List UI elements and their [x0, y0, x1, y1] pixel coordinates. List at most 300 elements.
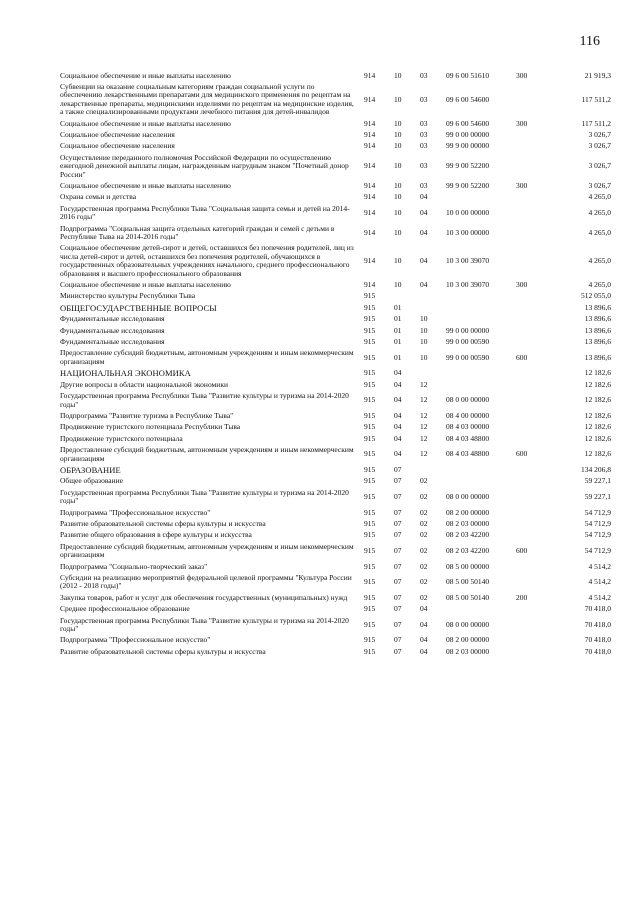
row-target-article-code: 08 2 03 42200 [446, 530, 490, 540]
row-target-article-code: 99 0 00 00590 [446, 352, 490, 362]
row-amount: 4 514,2 [588, 592, 611, 602]
row-section-code: 01 [394, 302, 402, 312]
table-row [60, 81, 611, 118]
row-subsection-code [420, 464, 446, 475]
row-name: Развитие образовательной системы сферы культуры и искусства [60, 518, 266, 528]
row-ved-code: 914 [364, 141, 376, 151]
table-row [60, 635, 611, 646]
row-amount: 4 514,2 [588, 561, 611, 571]
row-name: Предоставление субсидий бюджетным, автономным учреждениям и иным некоммерческим организациям [60, 445, 354, 463]
row-target-article-code [446, 464, 516, 475]
row-amount: 59 227,1 [584, 476, 611, 486]
row-ved-code: 915 [364, 518, 376, 528]
row-ved-code: 915 [364, 302, 376, 312]
row-expense-type-code [516, 379, 546, 390]
row-name: Подпрограмма "Социальная защита отдельных категорий граждан и семей с детьми в Республике Тыва на 2014-2016 годы" [60, 223, 335, 241]
table-row [60, 368, 611, 379]
row-name: Социальное обеспечение и иные выплаты населению [60, 180, 231, 190]
row-name: Подпрограмма "Развитие туризма в Республике Тыва" [60, 410, 234, 420]
row-amount: 13 896,6 [584, 337, 611, 347]
row-ved-code: 915 [364, 337, 376, 347]
row-name: ОБЩЕГОСУДАРСТВЕННЫЕ ВОПРОСЫ [60, 302, 217, 313]
row-target-article-code [446, 291, 516, 302]
row-target-article-code: 08 0 00 00000 [446, 491, 490, 501]
row-subsection-code: 02 [420, 561, 428, 571]
row-amount: 3 026,7 [588, 161, 611, 171]
row-target-article-code: 99 0 00 00000 [446, 129, 490, 139]
row-section-code: 10 [394, 118, 402, 128]
row-name: Социальное обеспечение и иные выплаты населению [60, 280, 231, 290]
row-expense-type-code [516, 646, 546, 657]
row-subsection-code: 02 [420, 592, 428, 602]
row-section-code: 01 [394, 352, 402, 362]
row-section-code: 07 [394, 604, 402, 614]
row-name: Фундаментальные исследования [60, 337, 165, 347]
row-target-article-code: 99 9 00 00000 [446, 141, 490, 151]
row-amount: 13 896,6 [584, 314, 611, 324]
row-expense-type-code: 600 [516, 545, 528, 555]
row-target-article-code: 08 2 00 00000 [446, 635, 490, 645]
row-expense-type-code [516, 81, 546, 118]
row-subsection-code [420, 291, 446, 302]
row-section-code [394, 291, 420, 302]
row-expense-type-code: 300 [516, 280, 528, 290]
table-row [60, 615, 611, 635]
row-section-code: 07 [394, 635, 402, 645]
row-amount: 4 265,0 [588, 280, 611, 290]
table-row [60, 243, 611, 280]
budget-table [60, 70, 611, 658]
row-name: Закупка товаров, работ и услуг для обеспечения государственных (муниципальных) нужд [60, 592, 348, 602]
row-subsection-code: 04 [420, 604, 428, 614]
row-name: Социальное обеспечение населения [60, 129, 175, 139]
row-amount: 12 182,6 [584, 410, 611, 420]
table-row [60, 646, 611, 657]
row-name: Продвижение туристского потенциала [60, 433, 183, 443]
row-section-code: 10 [394, 180, 402, 190]
table-row [60, 541, 611, 561]
row-name: Социальное обеспечение населения [60, 141, 175, 151]
row-ved-code: 915 [364, 433, 376, 443]
row-amount: 13 896,6 [584, 352, 611, 362]
row-subsection-code: 10 [420, 337, 428, 347]
row-amount: 12 182,6 [584, 368, 611, 378]
row-target-article-code: 09 6 00 54600 [446, 118, 490, 128]
row-section-code: 07 [394, 592, 402, 602]
row-ved-code: 915 [364, 545, 376, 555]
row-subsection-code: 02 [420, 545, 428, 555]
table-row [60, 422, 611, 433]
row-expense-type-code [516, 223, 546, 243]
row-amount: 134 206,8 [581, 464, 611, 474]
row-target-article-code: 08 2 00 00000 [446, 507, 490, 517]
row-name: Государственная программа Республики Тыва "Развитие культуры и туризма на 2014-2020 годы" [60, 615, 349, 634]
row-subsection-code: 03 [420, 70, 428, 80]
row-subsection-code: 03 [420, 180, 428, 190]
row-expense-type-code [516, 302, 546, 313]
row-section-code: 10 [394, 227, 402, 237]
row-expense-type-code [516, 615, 546, 635]
row-subsection-code: 02 [420, 476, 428, 486]
row-target-article-code: 99 9 00 52200 [446, 161, 490, 171]
row-amount: 54 712,9 [584, 545, 611, 555]
row-section-code: 07 [394, 619, 402, 629]
table-row [60, 302, 611, 313]
row-ved-code: 914 [364, 180, 376, 190]
row-ved-code: 915 [364, 604, 376, 614]
table-row [60, 464, 611, 475]
row-target-article-code: 08 4 03 00000 [446, 422, 490, 432]
row-amount: 13 896,6 [584, 325, 611, 335]
row-expense-type-code [516, 433, 546, 444]
row-amount: 117 511,2 [581, 118, 611, 128]
row-amount: 12 182,6 [584, 433, 611, 443]
row-subsection-code: 04 [420, 646, 428, 656]
row-subsection-code: 12 [420, 433, 428, 443]
table-row [60, 348, 611, 368]
row-ved-code: 915 [364, 368, 376, 378]
table-row [60, 518, 611, 529]
row-name: Министерство культуры Республики Тыва [60, 291, 196, 301]
table-row [60, 487, 611, 507]
row-name: Другие вопросы в области национальной экономики [60, 379, 228, 389]
row-subsection-code: 12 [420, 410, 428, 420]
row-expense-type-code [516, 507, 546, 518]
row-name: Среднее профессиональное образование [60, 604, 190, 614]
table-row [60, 118, 611, 129]
row-target-article-code: 10 3 00 00000 [446, 227, 490, 237]
row-target-article-code: 08 4 00 00000 [446, 410, 490, 420]
row-section-code: 10 [394, 207, 402, 217]
table-row [60, 141, 611, 152]
row-expense-type-code [516, 422, 546, 433]
row-expense-type-code [516, 141, 546, 152]
row-target-article-code: 10 3 00 39070 [446, 280, 490, 290]
row-section-code: 10 [394, 141, 402, 151]
row-ved-code: 914 [364, 161, 376, 171]
row-name: Фундаментальные исследования [60, 314, 165, 324]
row-amount: 54 712,9 [584, 518, 611, 528]
row-target-article-code: 08 4 03 48800 [446, 449, 490, 459]
row-ved-code: 914 [364, 227, 376, 237]
row-amount: 3 026,7 [588, 129, 611, 139]
row-section-code: 01 [394, 337, 402, 347]
row-target-article-code [446, 604, 516, 615]
row-name: Предоставление субсидий бюджетным, автономным учреждениям и иным некоммерческим организациям [60, 541, 354, 560]
row-expense-type-code [516, 368, 546, 379]
row-amount: 12 182,6 [584, 449, 611, 459]
row-section-code: 07 [394, 545, 402, 555]
row-section-code: 10 [394, 94, 402, 104]
row-name: Подпрограмма "Социально-творческий заказ" [60, 561, 208, 571]
row-subsection-code: 02 [420, 491, 428, 501]
row-section-code: 07 [394, 530, 402, 540]
row-amount: 70 418,0 [584, 646, 611, 656]
row-section-code: 04 [394, 379, 402, 389]
row-subsection-code: 12 [420, 379, 428, 389]
row-expense-type-code [516, 192, 546, 203]
row-section-code: 07 [394, 518, 402, 528]
row-amount: 4 265,0 [588, 207, 611, 217]
row-name: Государственная программа Республики Тыва "Социальная защита семьи и детей на 2014-2016 годы" [60, 203, 350, 222]
row-ved-code: 915 [364, 507, 376, 517]
row-expense-type-code [516, 243, 546, 280]
row-name: Охрана семьи и детства [60, 192, 137, 202]
row-target-article-code: 09 6 00 54600 [446, 94, 490, 104]
table-row [60, 530, 611, 541]
row-amount: 12 182,6 [584, 422, 611, 432]
row-expense-type-code [516, 487, 546, 507]
row-expense-type-code: 300 [516, 70, 528, 80]
row-subsection-code: 04 [420, 635, 428, 645]
table-row [60, 192, 611, 203]
row-section-code: 07 [394, 561, 402, 571]
row-subsection-code: 04 [420, 192, 428, 202]
row-subsection-code: 04 [420, 207, 428, 217]
row-target-article-code [446, 379, 516, 390]
row-section-code: 10 [394, 256, 402, 266]
row-expense-type-code [516, 325, 546, 336]
row-expense-type-code [516, 337, 546, 348]
row-ved-code: 914 [364, 256, 376, 266]
row-section-code: 10 [394, 192, 402, 202]
row-section-code: 10 [394, 280, 402, 290]
row-amount: 4 265,0 [588, 256, 611, 266]
row-ved-code: 915 [364, 491, 376, 501]
row-name: НАЦИОНАЛЬНАЯ ЭКОНОМИКА [60, 368, 191, 379]
row-subsection-code: 10 [420, 325, 428, 335]
row-amount: 4 514,2 [588, 577, 611, 587]
row-amount: 54 712,9 [584, 507, 611, 517]
row-ved-code: 915 [364, 325, 376, 335]
row-amount: 512 055,0 [581, 291, 611, 301]
row-section-code: 07 [394, 646, 402, 656]
row-ved-code: 915 [364, 530, 376, 540]
row-target-article-code [446, 192, 516, 203]
row-subsection-code: 12 [420, 449, 428, 459]
table-row [60, 325, 611, 336]
row-target-article-code: 10 3 00 39070 [446, 256, 490, 266]
row-target-article-code: 09 6 00 51610 [446, 70, 490, 80]
row-ved-code: 914 [364, 207, 376, 217]
row-expense-type-code: 300 [516, 118, 528, 128]
row-ved-code: 914 [364, 192, 376, 202]
row-amount: 70 418,0 [584, 619, 611, 629]
row-section-code: 01 [394, 314, 402, 324]
row-ved-code: 915 [364, 379, 376, 389]
row-target-article-code [446, 476, 516, 487]
table-row [60, 180, 611, 191]
row-amount: 3 026,7 [588, 141, 611, 151]
row-expense-type-code [516, 129, 546, 140]
row-amount: 21 919,3 [584, 70, 611, 80]
table-row [60, 70, 611, 81]
row-section-code: 04 [394, 368, 402, 378]
row-ved-code: 915 [364, 410, 376, 420]
row-target-article-code: 08 5 00 50140 [446, 592, 490, 602]
row-expense-type-code [516, 391, 546, 411]
row-name: Подпрограмма "Профессиональное искусство" [60, 635, 211, 645]
row-ved-code: 915 [364, 422, 376, 432]
row-expense-type-code [516, 530, 546, 541]
row-expense-type-code [516, 635, 546, 646]
row-amount: 117 511,2 [581, 94, 611, 104]
row-section-code: 04 [394, 395, 402, 405]
row-expense-type-code: 200 [516, 592, 528, 602]
table-row [60, 592, 611, 603]
table-row [60, 604, 611, 615]
row-name: Субвенции на оказание социальным категориям граждан социальной услуги по обеспечению лекарственными препаратами для медицинского применения по рецептам на лекарственные препараты, медицинскими изделиями по рецептам на медицинские изделия, а также специализированными продуктами лечебного питания для детей-инвалидов [60, 81, 354, 117]
row-amount: 4 265,0 [588, 192, 611, 202]
row-ved-code: 915 [364, 449, 376, 459]
row-section-code: 07 [394, 476, 402, 486]
row-amount: 54 712,9 [584, 530, 611, 540]
row-section-code: 10 [394, 161, 402, 171]
row-section-code: 01 [394, 325, 402, 335]
row-subsection-code: 02 [420, 518, 428, 528]
row-subsection-code [420, 368, 446, 379]
row-ved-code: 914 [364, 70, 376, 80]
table-row [60, 507, 611, 518]
table-row [60, 129, 611, 140]
row-subsection-code: 10 [420, 352, 428, 362]
row-expense-type-code: 300 [516, 180, 528, 190]
row-name: Продвижение туристского потенциала Республики Тыва [60, 422, 241, 432]
row-section-code: 07 [394, 491, 402, 501]
row-ved-code: 915 [364, 646, 376, 656]
table-row [60, 476, 611, 487]
row-ved-code: 915 [364, 464, 376, 474]
row-name: Социальное обеспечение детей-сирот и детей, оставшихся без попечения родителей, лиц из числа детей-сирот и детей, оставшихся без попечения родителей, обучающихся в государственных образовательных учреждениях начального, среднего профессионального образования и высшего профессионального образования [60, 243, 354, 278]
row-subsection-code: 04 [420, 256, 428, 266]
table-row [60, 337, 611, 348]
row-section-code: 04 [394, 433, 402, 443]
row-amount: 59 227,1 [584, 491, 611, 501]
row-ved-code: 915 [364, 291, 376, 301]
row-subsection-code: 02 [420, 577, 428, 587]
row-ved-code: 914 [364, 280, 376, 290]
row-expense-type-code: 600 [516, 449, 528, 459]
row-name: Социальное обеспечение и иные выплаты населению [60, 118, 231, 128]
row-expense-type-code [516, 573, 546, 593]
row-target-article-code: 08 5 00 50140 [446, 577, 490, 587]
row-expense-type-code [516, 291, 546, 302]
row-subsection-code: 10 [420, 314, 428, 324]
row-target-article-code: 08 2 03 42200 [446, 545, 490, 555]
row-subsection-code: 12 [420, 395, 428, 405]
row-subsection-code: 03 [420, 94, 428, 104]
row-section-code: 04 [394, 410, 402, 420]
row-name: Предоставление субсидий бюджетным, автономным учреждениям и иным некоммерческим организациям [60, 348, 354, 366]
row-section-code: 04 [394, 449, 402, 459]
row-expense-type-code [516, 410, 546, 421]
row-target-article-code: 99 0 00 00590 [446, 337, 490, 347]
row-target-article-code: 08 0 00 00000 [446, 395, 490, 405]
row-amount: 70 418,0 [584, 635, 611, 645]
row-target-article-code: 10 0 00 00000 [446, 207, 490, 217]
row-ved-code: 915 [364, 314, 376, 324]
page-number: 116 [579, 34, 600, 49]
table-row [60, 561, 611, 572]
row-section-code: 07 [394, 577, 402, 587]
row-target-article-code [446, 314, 516, 325]
table-row [60, 223, 611, 243]
table-row [60, 203, 611, 223]
table-row [60, 314, 611, 325]
row-subsection-code [420, 302, 446, 313]
row-name: Подпрограмма "Профессиональное искусство" [60, 507, 211, 517]
row-expense-type-code [516, 464, 546, 475]
row-amount: 12 182,6 [584, 395, 611, 405]
table-row [60, 152, 611, 180]
row-ved-code: 915 [364, 395, 376, 405]
row-subsection-code: 04 [420, 280, 428, 290]
row-expense-type-code [516, 152, 546, 180]
row-ved-code: 914 [364, 94, 376, 104]
row-section-code: 07 [394, 507, 402, 517]
row-expense-type-code [516, 561, 546, 572]
row-ved-code: 914 [364, 129, 376, 139]
row-subsection-code: 03 [420, 129, 428, 139]
row-target-article-code: 08 2 03 00000 [446, 646, 490, 656]
row-name: Государственная программа Республики Тыва "Развитие культуры и туризма на 2014-2020 годы" [60, 487, 349, 506]
row-target-article-code: 08 2 03 00000 [446, 518, 490, 528]
row-section-code: 10 [394, 129, 402, 139]
row-section-code: 10 [394, 70, 402, 80]
row-amount: 70 418,0 [584, 604, 611, 614]
row-target-article-code [446, 302, 516, 313]
row-name: Развитие общего образования в сфере культуры и искусства [60, 530, 252, 540]
table-row [60, 410, 611, 421]
row-name: Осуществление переданного полномочия Российской Федерации по осуществлению ежегодной денежной выплаты лицам, награжденным нагрудным знаком "Почетный донор России" [60, 152, 349, 179]
row-target-article-code: 99 9 00 52200 [446, 180, 490, 190]
row-subsection-code: 02 [420, 530, 428, 540]
row-subsection-code: 04 [420, 619, 428, 629]
row-ved-code: 915 [364, 561, 376, 571]
row-name: Общее образование [60, 476, 123, 486]
row-ved-code: 915 [364, 619, 376, 629]
table-row [60, 280, 611, 291]
row-subsection-code: 12 [420, 422, 428, 432]
row-expense-type-code [516, 314, 546, 325]
row-expense-type-code [516, 518, 546, 529]
row-expense-type-code [516, 476, 546, 487]
row-subsection-code: 03 [420, 161, 428, 171]
row-amount: 3 026,7 [588, 180, 611, 190]
row-target-article-code: 08 5 00 00000 [446, 561, 490, 571]
row-expense-type-code: 600 [516, 352, 528, 362]
row-section-code: 07 [394, 464, 402, 474]
row-expense-type-code [516, 203, 546, 223]
row-ved-code: 915 [364, 577, 376, 587]
row-name: Государственная программа Республики Тыва "Развитие культуры и туризма на 2014-2020 годы" [60, 391, 349, 409]
table-row [60, 433, 611, 444]
row-ved-code: 915 [364, 476, 376, 486]
row-subsection-code: 02 [420, 507, 428, 517]
row-section-code: 04 [394, 422, 402, 432]
row-target-article-code: 99 0 00 00000 [446, 325, 490, 335]
budget-table-body [60, 70, 611, 658]
table-row [60, 291, 611, 302]
row-ved-code: 915 [364, 352, 376, 362]
table-row [60, 573, 611, 593]
row-amount: 13 896,6 [584, 302, 611, 312]
table-row [60, 391, 611, 411]
row-name: Развитие образовательной системы сферы культуры и искусства [60, 646, 266, 656]
row-name: ОБРАЗОВАНИЕ [60, 464, 121, 475]
row-subsection-code: 03 [420, 118, 428, 128]
row-name: Социальное обеспечение и иные выплаты населению [60, 70, 231, 80]
